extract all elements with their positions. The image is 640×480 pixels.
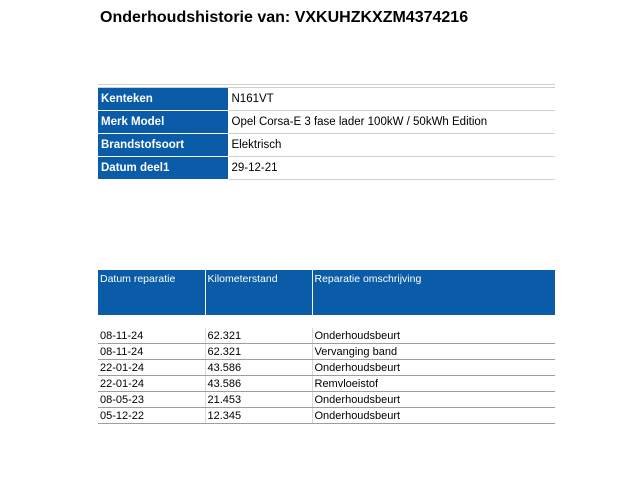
repair-description: Vervanging band [312, 344, 555, 360]
table-row [98, 344, 555, 360]
repair-km: 62.321 [205, 328, 312, 344]
registration-date-label: Datum deel1 [98, 157, 228, 180]
repair-description: Onderhoudsbeurt [312, 408, 555, 424]
table-row [98, 376, 555, 392]
info-row-registration-date [98, 157, 555, 180]
table-row [98, 328, 555, 344]
fuel-type-value: Elektrisch [228, 134, 555, 157]
repair-km: 21.453 [205, 392, 312, 408]
repair-km: 43.586 [205, 360, 312, 376]
repair-description: Remvloeistof [312, 376, 555, 392]
repair-description: Onderhoudsbeurt [312, 360, 555, 376]
info-row-make-model [98, 111, 555, 134]
repair-km: 62.321 [205, 344, 312, 360]
repair-table-header [98, 270, 555, 315]
repair-description: Onderhoudsbeurt [312, 392, 555, 408]
make-model-label: Merk Model [98, 111, 228, 134]
info-row-license-plate [98, 88, 555, 111]
info-row-fuel-type [98, 134, 555, 157]
license-plate-label: Kenteken [98, 88, 228, 111]
repair-km: 43.586 [205, 376, 312, 392]
column-header-date: Datum reparatie [98, 270, 205, 315]
header-spacer [98, 315, 555, 328]
repair-date: 08-05-23 [98, 392, 205, 408]
repair-description: Onderhoudsbeurt [312, 328, 555, 344]
table-row [98, 392, 555, 408]
registration-date-value: 29-12-21 [228, 157, 555, 180]
repair-date: 05-12-22 [98, 408, 205, 424]
repair-km: 12.345 [205, 408, 312, 424]
table-row [98, 360, 555, 376]
repair-date: 22-01-24 [98, 360, 205, 376]
column-header-description: Reparatie omschrijving [312, 270, 555, 315]
license-plate-value: N161VT [228, 88, 555, 111]
table-row [98, 408, 555, 424]
make-model-value: Opel Corsa-E 3 fase lader 100kW / 50kWh Edition [228, 111, 555, 134]
vehicle-info-table [98, 84, 555, 180]
fuel-type-label: Brandstofsoort [98, 134, 228, 157]
repair-date: 08-11-24 [98, 328, 205, 344]
column-header-km: Kilometerstand [205, 270, 312, 315]
repair-history-table [98, 270, 555, 424]
repair-date: 08-11-24 [98, 344, 205, 360]
page-title: Onderhoudshistorie van: VXKUHZKXZM4374216 [100, 9, 469, 26]
repair-date: 22-01-24 [98, 376, 205, 392]
